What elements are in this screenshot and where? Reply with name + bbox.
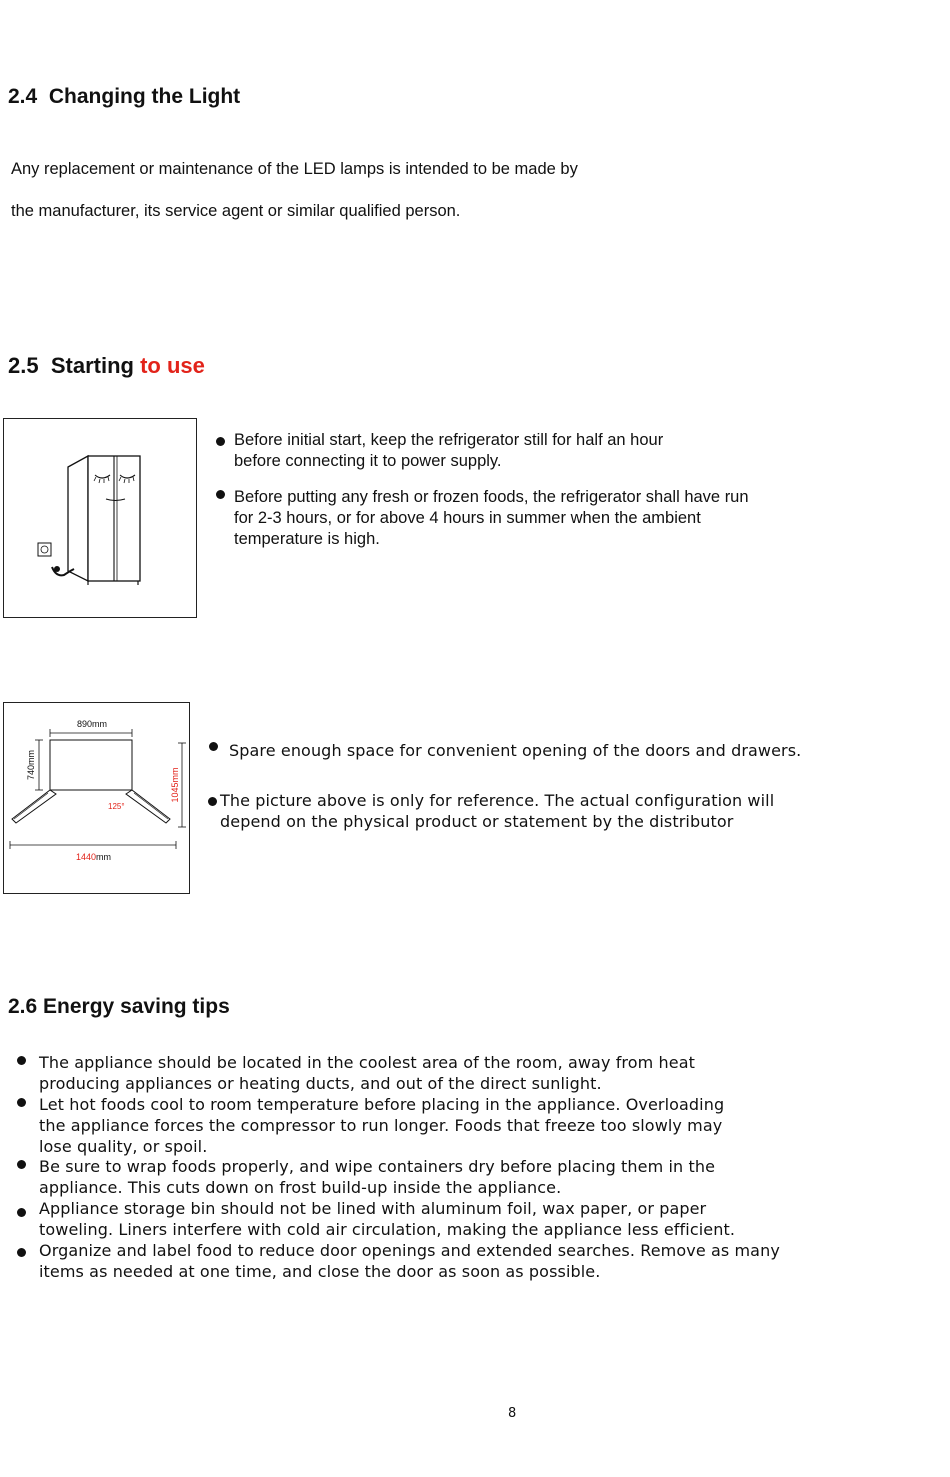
list-item bbox=[208, 790, 774, 832]
refrigerator-illustration bbox=[3, 418, 197, 618]
section-number: 2.4 bbox=[8, 85, 38, 108]
section-2-4-body bbox=[11, 138, 578, 243]
list-item bbox=[17, 1094, 724, 1157]
bullet-text: Let hot foods cool to room temperature before placing in the appliance. Overloading the appliance forces the compressor to run longer. Foods that freeze too slowly may lose quality, or spoil. bbox=[39, 1095, 725, 1156]
section-title: Starting bbox=[50, 353, 134, 378]
list-item bbox=[17, 1052, 695, 1094]
page-number: 8 bbox=[508, 1406, 517, 1421]
section-2-6-heading bbox=[8, 995, 230, 1019]
bullet-text: Organize and label food to reduce door openings and extended searches. Remove as many items as needed at one time, and close the door as soon as possible. bbox=[39, 1241, 780, 1281]
bullet-icon bbox=[209, 742, 218, 751]
bullet-text: The appliance should be located in the coolest area of the room, away from heat producing appliances or heating ducts, and out of the direct sunlight. bbox=[39, 1053, 695, 1093]
bullet-text: Spare enough space for convenient opening of the doors and drawers. bbox=[229, 741, 802, 760]
section-number: 2.5 bbox=[8, 353, 39, 378]
open-width-value: 1440 bbox=[76, 852, 97, 862]
section-title: Changing the Light bbox=[48, 85, 241, 108]
open-depth-dimension-label: 1045mm bbox=[170, 767, 180, 803]
depth-dimension-label: 740mm bbox=[26, 749, 36, 781]
section-title-highlight: to use bbox=[140, 353, 205, 378]
bullet-text: Appliance storage bin should not be lined with aluminum foil, wax paper, or paper toweling. Liners interfere with cold air circulation, making the appliance less efficient. bbox=[39, 1199, 735, 1239]
open-width-unit: mm bbox=[96, 852, 112, 862]
list-item bbox=[17, 1156, 715, 1198]
bullet-icon bbox=[17, 1208, 26, 1217]
bullet-text: Before initial start, keep the refrigerator still for half an hour before connecting it to power supply. bbox=[234, 431, 664, 470]
list-item bbox=[17, 1240, 780, 1282]
section-title: Energy saving tips bbox=[43, 995, 230, 1018]
bullet-icon bbox=[17, 1098, 26, 1107]
bullet-text: Be sure to wrap foods properly, and wipe containers dry before placing them in the appliance. This cuts down on frost build-up inside the appliance. bbox=[39, 1157, 716, 1197]
bullet-icon bbox=[208, 797, 217, 806]
bullet-icon bbox=[216, 490, 225, 499]
section-2-4-heading bbox=[8, 85, 240, 109]
width-dimension-label: 890mm bbox=[76, 719, 108, 729]
open-width-dimension-label bbox=[76, 852, 111, 862]
door-angle-label: 125° bbox=[108, 802, 125, 811]
list-item bbox=[209, 740, 801, 761]
bullet-text: Before putting any fresh or frozen foods, the refrigerator shall have run for 2-3 hours, or for above 4 hours in summer when the ambient temperature is high. bbox=[234, 488, 749, 548]
list-item bbox=[216, 487, 749, 550]
bullet-icon bbox=[17, 1056, 26, 1065]
bullet-icon bbox=[216, 437, 225, 446]
body-line: the manufacturer, its service agent or similar qualified person. bbox=[11, 202, 461, 220]
section-number: 2.6 bbox=[8, 995, 38, 1018]
bullet-icon bbox=[17, 1248, 26, 1257]
clearance-diagram bbox=[3, 702, 190, 894]
section-2-5-heading bbox=[8, 353, 205, 379]
list-item bbox=[17, 1198, 735, 1240]
body-line: Any replacement or maintenance of the LED lamps is intended to be made by bbox=[11, 160, 578, 178]
list-item bbox=[216, 430, 663, 472]
bullet-text: The picture above is only for reference. The actual configuration will depend on the physical product or statement by the distributor bbox=[220, 791, 775, 831]
bullet-icon bbox=[17, 1160, 26, 1169]
